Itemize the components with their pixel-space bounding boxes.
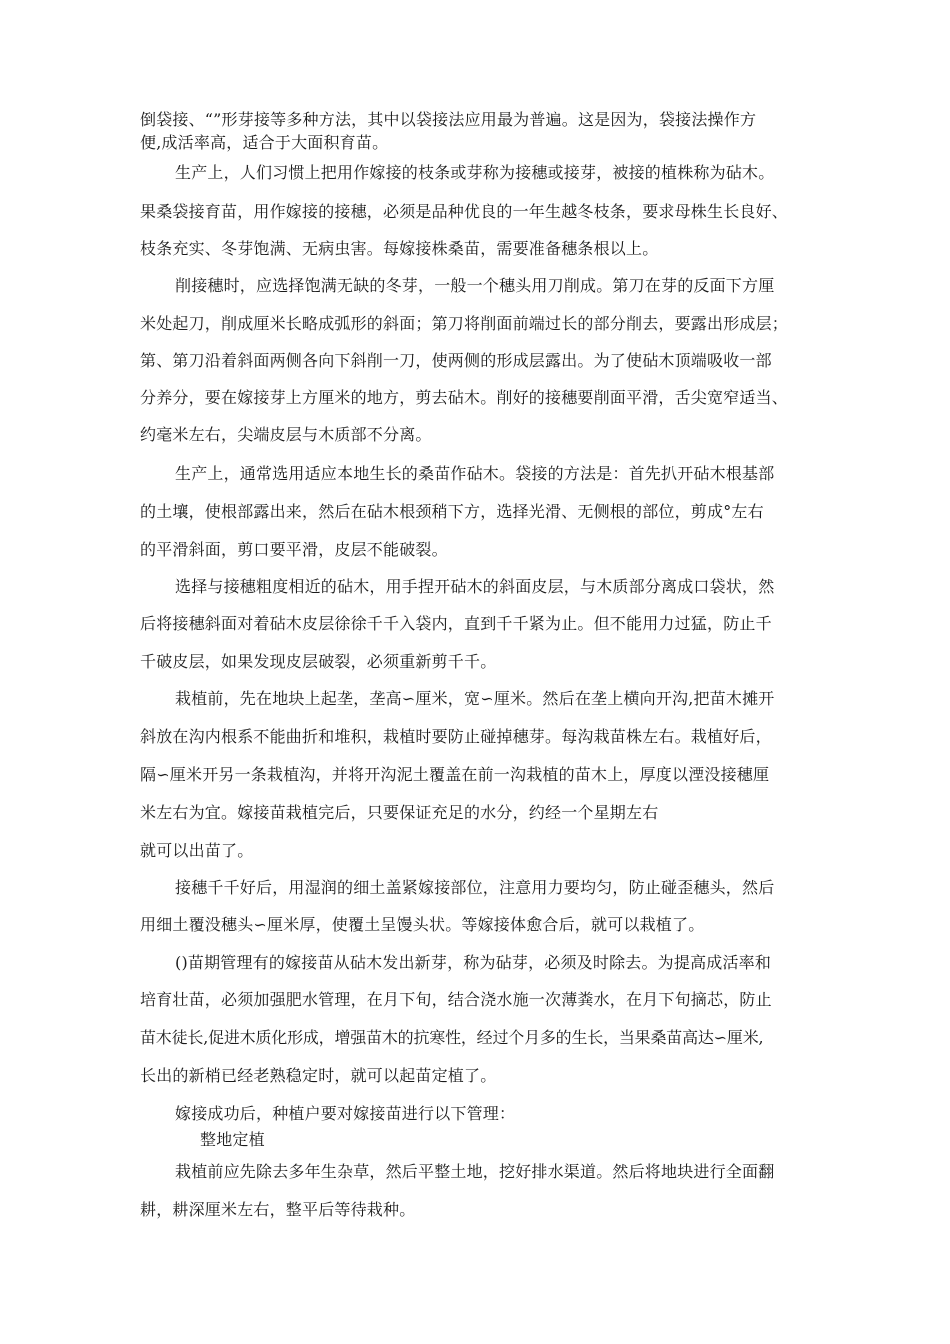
text-line-31: 耕，耕深厘米左右，整平后等待栽种。 <box>140 1200 416 1219</box>
text-line-7: 米处起刀，削成厘米长略成弧形的斜面；第刀将削面前端过长的部分削去，要露出形成层； <box>140 314 789 333</box>
section-heading-zhengdi-dingzhi: 整地定植 <box>200 1130 265 1149</box>
text-line-6: 削接穗时，应选择饱满无缺的冬芽，一般一个穗头用刀削成。第刀在芽的反面下方厘 <box>175 276 775 295</box>
text-line-23: 用细土覆没穗头∽厘米厚，使覆土呈馒头状。等嫁接体愈合后，就可以栽植了。 <box>140 915 705 934</box>
text-line-18: 斜放在沟内根系不能曲折和堆积，栽植时要防止碰掉穗芽。每沟栽苗株左右。栽植好后， <box>140 727 772 746</box>
text-line-21: 就可以出苗了。 <box>140 841 254 860</box>
text-line-28: 嫁接成功后，种植户要对嫁接苗进行以下管理： <box>175 1104 516 1123</box>
text-line-16: 千破皮层，如果发现皮层破裂，必须重新剪千千。 <box>140 652 497 671</box>
text-line-19: 隔∽厘米开另一条栽植沟，并将开沟泥土覆盖在前一沟栽植的苗木上，厚度以湮没接穗厘 <box>140 765 770 784</box>
text-line-11: 生产上，通常选用适应本地生长的桑苗作砧木。袋接的方法是：首先扒开砧木根基部 <box>175 464 775 483</box>
text-line-9: 分养分，要在嫁接芽上方厘米的地方，剪去砧木。削好的接穗要削面平滑，舌尖宽窄适当、 <box>140 388 789 407</box>
text-line-27: 长出的新梢已经老熟稳定时，就可以起苗定植了。 <box>140 1066 497 1085</box>
text-line-30: 栽植前应先除去多年生杂草，然后平整土地，挖好排水渠道。然后将地块进行全面翻 <box>175 1162 775 1181</box>
text-line-25: 培育壮苗，必须加强肥水管理，在月下旬，结合浇水施一次薄粪水，在月下旬摘芯，防止 <box>140 990 772 1009</box>
text-line-17: 栽植前，先在地块上起垄，垄高∽厘米，宽∽厘米。然后在垄上横向开沟,把苗木摊开 <box>175 689 775 708</box>
text-line-20: 米左右为宜。嫁接苗栽植完后，只要保证充足的水分，约经一个星期左右 <box>140 803 659 822</box>
text-line-24: ()苗期管理有的嫁接苗从砧木发出新芽，称为砧芽，必须及时除去。为提高成活率和 <box>175 953 772 972</box>
text-line-4: 果桑袋接育苗，用作嫁接的接穗，必须是品种优良的一年生越冬枝条，要求母株生长良好、 <box>140 202 789 221</box>
text-line-14: 选择与接穗粗度相近的砧木，用手捏开砧木的斜面皮层，与木质部分离成口袋状，然 <box>175 577 775 596</box>
text-line-10: 约毫米左右，尖端皮层与木质部不分离。 <box>140 425 432 444</box>
text-line-26: 苗木徒长,促进木质化形成，增强苗木的抗寒性，经过个月多的生长，当果桑苗高达∽厘米, <box>140 1028 764 1047</box>
text-line-8: 第、第刀沿着斜面两侧各向下斜削一刀，使两侧的形成层露出。为了使砧木顶端吸收一部 <box>140 351 772 370</box>
text-line-12: 的土壤，使根部露出来，然后在砧木根颈稍下方，选择光滑、无侧根的部位，剪成°左右 <box>140 502 764 521</box>
text-line-3: 生产上，人们习惯上把用作嫁接的枝条或芽称为接穗或接芽，被接的植株称为砧木。 <box>175 163 775 182</box>
text-line-5: 枝条充实、冬芽饱满、无病虫害。每嫁接株桑苗，需要准备穗条根以上。 <box>140 239 659 258</box>
text-line-2: 便,成活率高，适合于大面积育苗。 <box>140 133 389 152</box>
text-line-15: 后将接穗斜面对着砧木皮层徐徐千千入袋内，直到千千紧为止。但不能用力过猛，防止千 <box>140 614 772 633</box>
text-line-13: 的平滑斜面，剪口要平滑，皮层不能破裂。 <box>140 540 448 559</box>
text-line-1: 倒袋接、“”形芽接等多种方法，其中以袋接法应用最为普遍。这是因为，袋接法操作方 <box>140 110 757 129</box>
text-line-22: 接穗千千好后，用湿润的细土盖紧嫁接部位，注意用力要均匀，防止碰歪穗头，然后 <box>175 878 775 897</box>
